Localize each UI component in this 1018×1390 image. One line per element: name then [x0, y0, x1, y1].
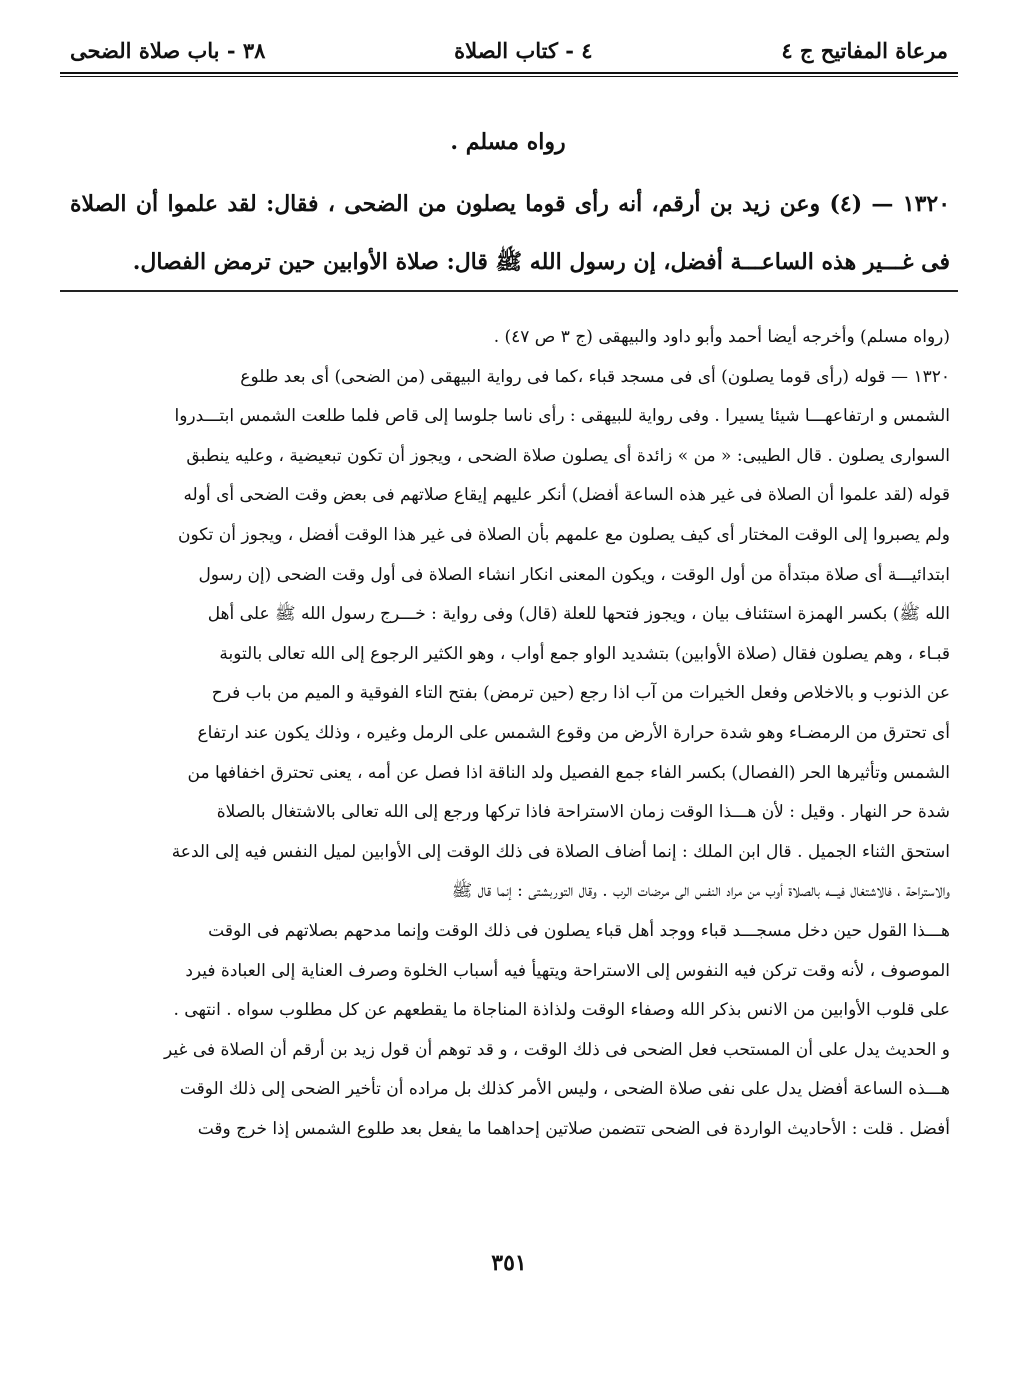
- commentary-line: شدة حر النهار . وقيل : لأن هـــذا الوقت زمان الاستراحة فاذا تركها ورجع إلى الله تعالى بالاشتغال بالصلاة: [216, 802, 950, 823]
- hadith-source-line: رواه مسلم .: [450, 129, 566, 155]
- commentary-line: على قلوب الأوابين من الانس بذكر الله وصفاء الوقت ولذاذة المناجاة ما يقطعهم عن كل مطلوب سواه . انتهى .: [173, 1000, 950, 1021]
- commentary-line: هـــذه الساعة أفضل يدل على نفى صلاة الضحى ، وليس الأمر كذلك بل مراده أن تأخير الضحى إلى ذلك الوقت: [179, 1079, 950, 1100]
- hadith-text: ١٣٢٠ — (٤) وعن زيد بن أرقم، أنه رأى قوما يصلون من الضحى ، فقال: لقد علموا أن الصلاة فى غـــير هذه الساعـــة أفضل، إن رسول الله ﷺ قال: صلاة الأوابين حين ترمض الفصال.: [70, 191, 951, 275]
- running-header: [70, 30, 948, 70]
- footnote-separator: [60, 290, 958, 292]
- commentary-line: أى تحترق من الرمضـاء وهو شدة حرارة الأرض من وقوع الشمس على الرمل وغيره ، وذلك يكون عند ارتفاع: [197, 722, 950, 743]
- commentary-line: ١٣٢٠ — قوله (رأى قوما يصلون) أى فى مسجد قباء ،كما فى رواية البيهقى (من الضحى) أى بعد طلوع: [240, 366, 950, 387]
- header-center-chapter: ٤ - كتاب الصلاة: [454, 37, 593, 63]
- commentary-line: استحق الثناء الجميل . قال ابن الملك : إنما أضاف الصلاة فى ذلك الوقت إلى الأوابين لميل النفس فيه إلى الدعة: [171, 841, 950, 862]
- page-number: ٣٥١: [491, 1250, 527, 1276]
- commentary-block: [70, 318, 950, 1149]
- commentary-line: و الحديث يدل على أن المستحب فعل الضحى فى ذلك الوقت ، و قد توهم أن قول زيد بن أرقم أن الصلاة فى غير: [164, 1039, 950, 1060]
- header-left-section: ٣٨ - باب صلاة الضحى: [70, 37, 266, 63]
- commentary-line: ابتدائيـــة أى صلاة مبتدأة من أول الوقت ، ويكون المعنى انكار انشاء الصلاة فى أول وقت الضحى (إن رسول: [198, 564, 950, 585]
- commentary-line: أفضل . قلت : الأحاديث الواردة فى الضحى تتضمن صلاتين إحداهما ما يفعل بعد طلوع الشمس إذا خرج وقت: [197, 1118, 950, 1139]
- commentary-line: الله ﷺ) بكسر الهمزة استئناف بيان ، ويجوز فتحها للعلة (قال) وفى رواية : خـــرج رسول الله ﷺ على أهل: [207, 604, 950, 625]
- commentary-line: عن الذنوب و بالاخلاص وفعل الخيرات من آب اذا رجع (حين ترمض) بفتح التاء الفوقية و الميم من باب فرح: [211, 683, 950, 704]
- commentary-line: السوارى يصلون . قال الطيبى: « من » زائدة أى يصلون صلاة الضحى ، ويجوز أن تكون تبعيضية ، وعليه ينطبق: [186, 445, 950, 466]
- commentary-line: الشمس وتأثيرها الحر (الفصال) بكسر الفاء جمع الفصيل ولد الناقة اذا فصل عن أمه ، يعنى تحترق اخفافها من: [187, 762, 950, 783]
- header-rule: [60, 72, 958, 74]
- commentary-line: الشمس و ارتفاعهـــا شيئا يسيرا . وفى رواية للبيهقى : رأى ناسا جلوسا إلى قاص فلما طلعت الشمس ابتـــدروا: [174, 406, 950, 427]
- commentary-line: هـــذا القول حين دخل مسجـــد قباء ووجد أهل قباء يصلون فى ذلك الوقت وإنما مدحهم بصلاتهم فى الوقت: [208, 920, 950, 941]
- commentary-line: والاستراحة ، فالاشتغال فيـــه بالصلاة أوب من مراد النفس الى مرضات الرب . وقال التوربشتى : إنما قال ﷺ: [451, 881, 950, 902]
- header-right-book-title: مرعاة المفاتيح ج ٤: [781, 37, 948, 63]
- commentary-line: الموصوف ، لأنه وقت تركن فيه النفوس إلى الاستراحة ويتهيأ فيه أسباب الخلوة وصرف العناية إلى العبادة فيرد: [185, 960, 950, 981]
- header-rule-thin: [60, 76, 958, 77]
- commentary-line: (رواه مسلم) وأخرجه أيضا أحمد وأبو داود والبيهقى (ج ٣ ص ٤٧) .: [493, 327, 950, 347]
- commentary-line: قبـاء ، وهم يصلون فقال (صلاة الأوابين) بتشديد الواو جمع أواب ، وهو الكثير الرجوع إلى الله تعالى بالتوبة: [219, 643, 950, 664]
- commentary-line: قوله (لقد علموا أن الصلاة فى غير هذه الساعة أفضل) أنكر عليهم إيقاع صلاتهم فى بعض وقت الضحى أى أوله: [183, 485, 950, 506]
- commentary-line: ولم يصبروا إلى الوقت المختار أى كيف يصلون مع علمهم بأن الصلاة فى غير هذا الوقت أفضل ، ويجوز أن تكون: [178, 524, 950, 545]
